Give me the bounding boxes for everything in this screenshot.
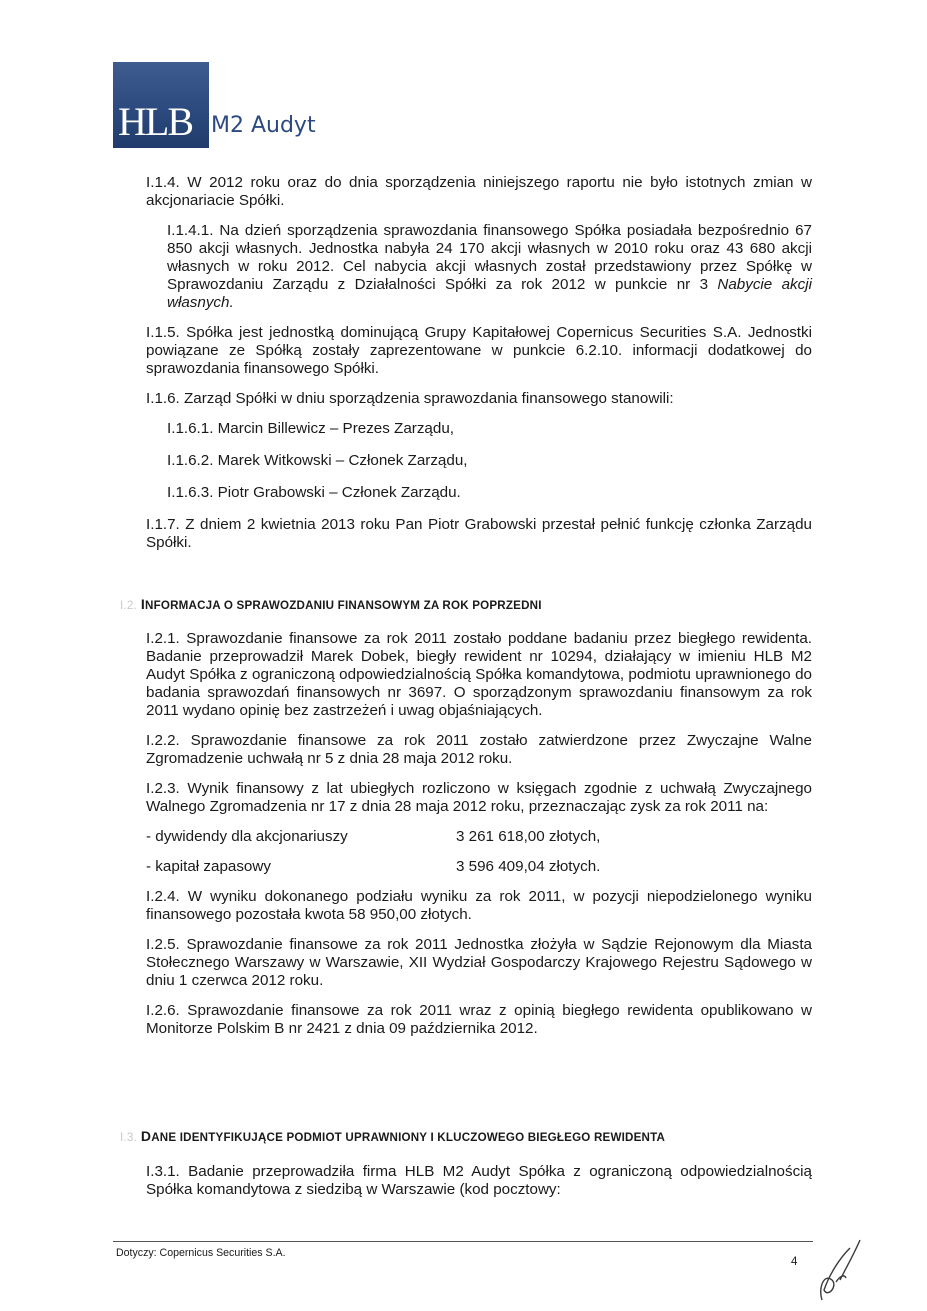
section-2-number: I.2. xyxy=(120,599,137,612)
allocation-label: - dywidendy dla akcjonariuszy xyxy=(146,828,348,845)
logo-brand-text: M2 Audyt xyxy=(211,113,316,138)
paragraph-1-2-1: I.2.1. Sprawozdanie finansowe za rok 2011 zostało poddane badaniu przez biegłego rewidenta. Badanie przeprowadził Marek Dobek, biegły rewident nr 10294, działający w imieniu HLB M2 Audyt Spółka z ograniczoną odpowiedzialnością Spółka komandytowa, podmiotu uprawnionego do badania sprawozdań finansowych nr 3697. O sporządzonym sprawozdaniu finansowym za rok 2011 wydano opinię bez zastrzeżeń i uwag objaśniających. xyxy=(146,630,812,719)
section-2-heading xyxy=(120,596,542,612)
paragraph-1-1-6: I.1.6. Zarząd Spółki w dniu sporządzenia sprawozdania finansowego stanowili: xyxy=(146,390,674,407)
allocation-row xyxy=(146,858,812,876)
board-member-3: I.1.6.3. Piotr Grabowski – Członek Zarządu. xyxy=(167,484,461,501)
logo-box xyxy=(113,62,209,148)
paragraph-1-1-5: I.1.5. Spółka jest jednostką dominującą Grupy Kapitałowej Copernicus Securities S.A. Jednostki powiązane ze Spółką zostały zaprezentowane w punkcie 6.2.10. informacji dodatkowej do sprawozdania finansowego Spółki. xyxy=(146,324,812,377)
footer-rule xyxy=(113,1241,813,1242)
allocation-row xyxy=(146,828,812,846)
profit-allocation-list xyxy=(146,828,812,876)
paragraph-1-2-6: I.2.6. Sprawozdanie finansowe za rok 2011 wraz z opinią biegłego rewidenta opublikowano w Monitorze Polskim B nr 2421 z dnia 09 października 2012. xyxy=(146,1002,812,1037)
paragraph-1-1-7: I.1.7. Z dniem 2 kwietnia 2013 roku Pan Piotr Grabowski przestał pełnić funkcję członka Zarządu Spółki. xyxy=(146,516,812,551)
paragraph-1-2-2: I.2.2. Sprawozdanie finansowe za rok 2011 zostało zatwierdzone przez Zwyczajne Walne Zgromadzenie uchwałą nr 5 z dnia 28 maja 2012 roku. xyxy=(146,732,812,767)
paragraph-1-2-3: I.2.3. Wynik finansowy z lat ubiegłych rozliczono w księgach zgodnie z uchwałą Zwyczajnego Walnego Zgromadzenia nr 17 z dnia 28 maja 2012 roku, przeznaczając zysk za rok 2011 na: xyxy=(146,780,812,815)
board-member-2: I.1.6.2. Marek Witkowski – Członek Zarządu, xyxy=(167,452,468,469)
allocation-amount: 3 596 409,04 złotych. xyxy=(456,858,601,875)
section-3-content xyxy=(146,1163,812,1199)
section-2-title: NFORMACJA O SPRAWOZDANIU FINANSOWYM ZA ROK POPRZEDNI xyxy=(145,599,542,612)
paragraph-1-1-4-1 xyxy=(167,222,812,312)
section-3-title: ANE IDENTYFIKUJĄCE PODMIOT UPRAWNIONY I KLUCZOWEGO BIEGŁEGO REWIDENTA xyxy=(151,1131,666,1144)
board-member-1: I.1.6.1. Marcin Billewicz – Prezes Zarządu, xyxy=(167,420,454,437)
paragraph-1-1-4: I.1.4. W 2012 roku oraz do dnia sporządzenia niniejszego raportu nie było istotnych zmian w akcjonariacie Spółki. xyxy=(146,174,812,209)
handwritten-signature xyxy=(810,1218,870,1308)
paragraph-1-2-5: I.2.5. Sprawozdanie finansowe za rok 2011 Jednostka złożyła w Sądzie Rejonowym dla Miasta Stołecznego Warszawy w Warszawie, XII Wydział Gospodarczy Krajowego Rejestru Sądowego w dniu 1 czerwca 2012 roku. xyxy=(146,936,812,989)
section-3-number: I.3. xyxy=(120,1131,137,1144)
section-2-content xyxy=(146,630,812,1038)
section-3-title-first: D xyxy=(140,1128,152,1144)
allocation-amount: 3 261 618,00 złotych, xyxy=(456,828,601,845)
allocation-label: - kapitał zapasowy xyxy=(146,858,271,875)
logo-hlb-text: HLB xyxy=(118,99,192,144)
section-2-title-first: I xyxy=(140,596,146,612)
paragraph-1-1-4-1-text: I.1.4.1. Na dzień sporządzenia sprawozdania finansowego Spółka posiadała bezpośrednio 67 850 akcji własnych. Jednostka nabyła 24 170 akcji własnych w 2010 roku oraz 43 680 akcji własnych w roku 2012. Cel nabycia akcji własnych został przedstawiony przez Spółkę w Sprawozdaniu Zarządu z Działalności Spółki za rok 2012 w punkcie nr 3 xyxy=(167,222,812,293)
paragraph-1-1-4-1-italic: Nabycie akcji własnych. xyxy=(167,276,812,311)
footer-client: Dotyczy: Copernicus Securities S.A. xyxy=(116,1247,286,1259)
section-1-content xyxy=(146,174,812,552)
paragraph-1-3-1: I.3.1. Badanie przeprowadziła firma HLB M2 Audyt Spółka z ograniczoną odpowiedzialnością Spółka komandytowa z siedzibą w Warszawie (kod pocztowy: xyxy=(146,1163,812,1198)
page-number: 4 xyxy=(791,1256,798,1268)
section-3-heading xyxy=(120,1128,665,1144)
paragraph-1-2-4: I.2.4. W wyniku dokonanego podziału wyniku za rok 2011, w pozycji niepodzielonego wyniku finansowego pozostała kwota 58 950,00 złotych. xyxy=(146,888,812,923)
